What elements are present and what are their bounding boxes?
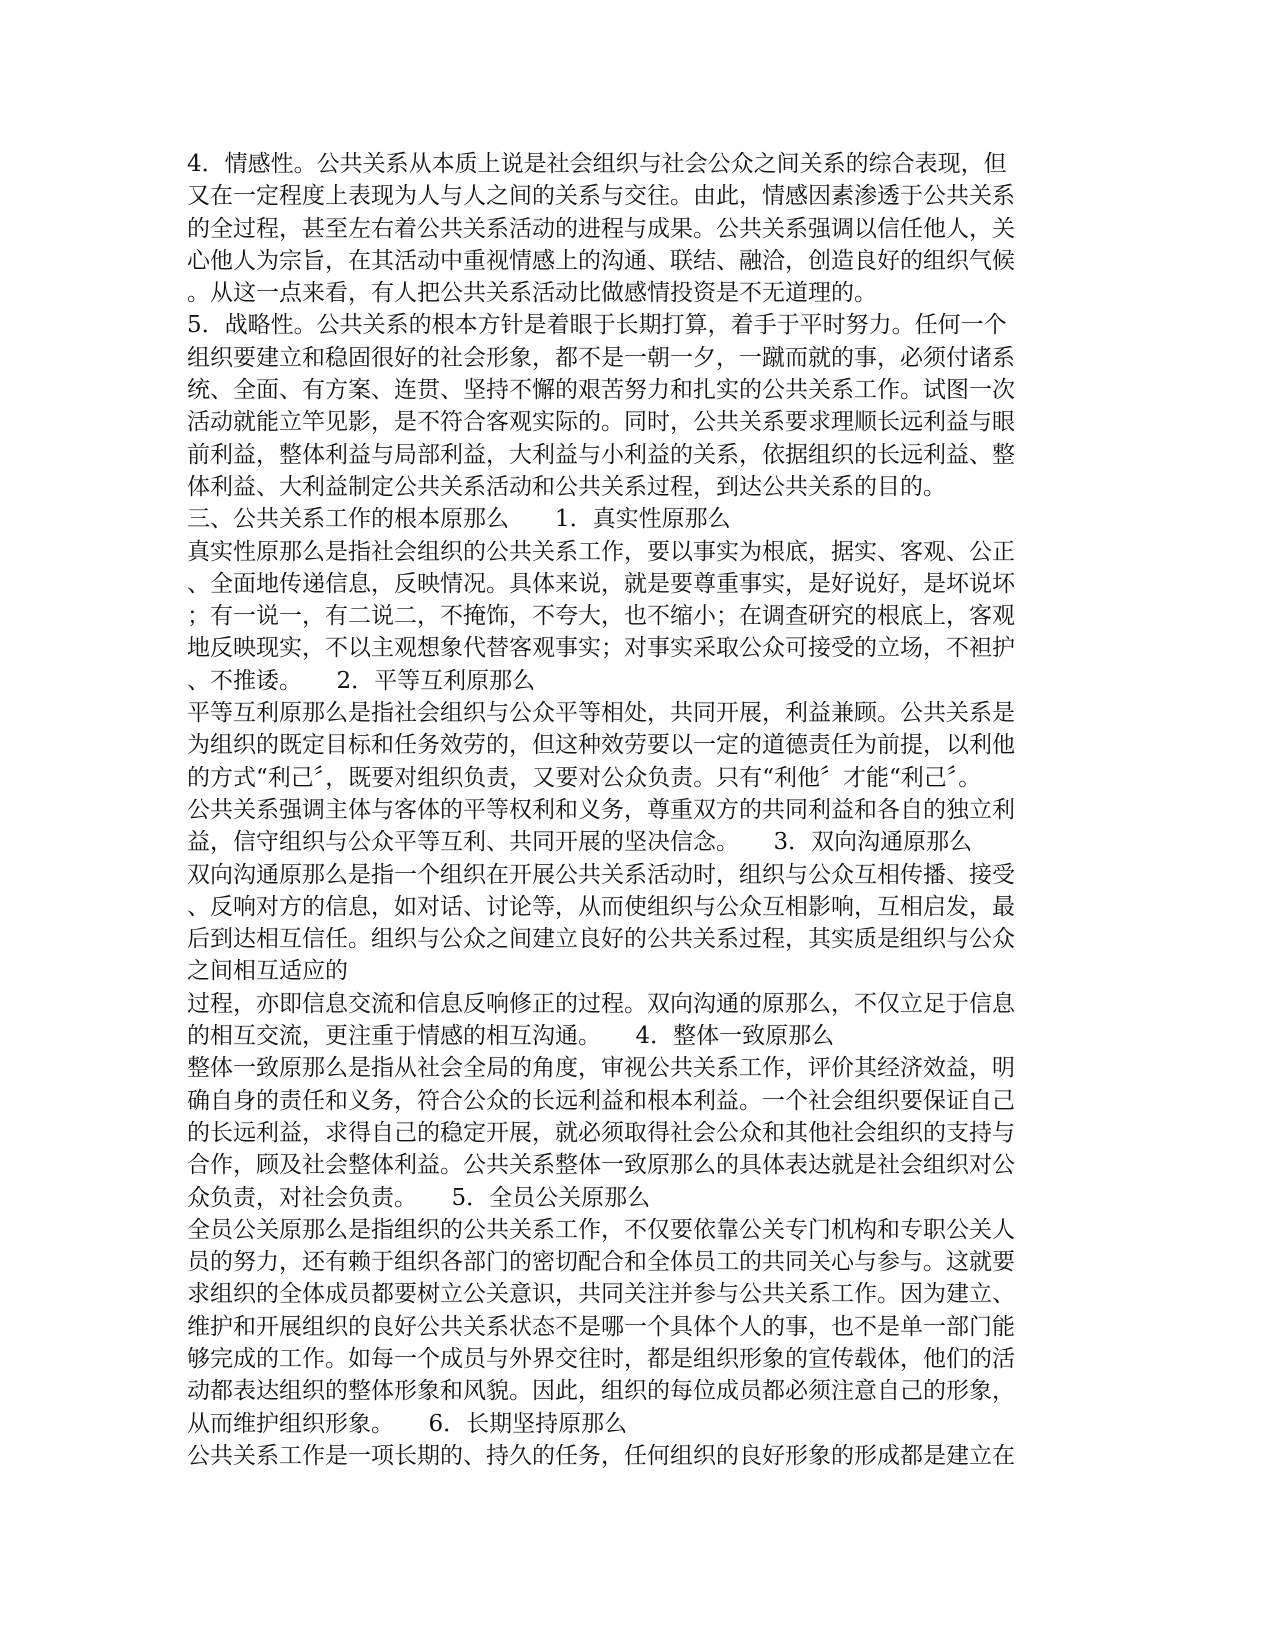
text-line: 统、全面、有方案、连贯、坚持不懈的艰苦努力和扎实的公共关系工作。试图一次 bbox=[187, 377, 1015, 404]
text-line: 体利益、大利益制定公共关系活动和公共关系过程，到达公共关系的目的。 bbox=[187, 473, 946, 500]
text-line: 合作，顾及社会整体利益。公共关系整体一致原那么的具体表达就是社会组织对公 bbox=[187, 1152, 1015, 1179]
text-line: 真实性原那么是指社会组织的公共关系工作，要以事实为根底，据实、客观、公正 bbox=[187, 538, 1015, 565]
text-line: 从而维护组织形象。 6．长期坚持原那么 bbox=[187, 1410, 628, 1437]
text-line: 、反响对方的信息，如对话、讨论等，从而使组织与公众互相影响，互相启发，最 bbox=[187, 893, 1015, 920]
text-line: 员的努力，还有赖于组织各部门的密切配合和全体员工的共同关心与参与。这就要 bbox=[187, 1249, 1015, 1276]
text-line: 够完成的工作。如每一个成员与外界交往时，都是组织形象的宣传载体，他们的活 bbox=[187, 1345, 1015, 1372]
text-line: 整体一致原那么是指从社会全局的角度，审视公共关系工作，评价其经济效益，明 bbox=[187, 1055, 1015, 1082]
text-line: 地反映现实，不以主观想象代替客观事实；对事实采取公众可接受的立场，不袒护 bbox=[187, 635, 1015, 662]
text-line: 平等互利原那么是指社会组织与公众平等相处，共同开展，利益兼顾。公共关系是 bbox=[187, 700, 1015, 727]
text-line: 组织要建立和稳固很好的社会形象，都不是一朝一夕，一蹴而就的事，必须付诸系 bbox=[187, 344, 1015, 371]
text-line: 过程，亦即信息交流和信息反响修正的过程。双向沟通的原那么，不仅立足于信息 bbox=[187, 990, 1015, 1017]
body-text bbox=[187, 148, 1092, 1472]
text-line: 的方式“利己〞，既要对组织负责，又要对公众负责。只有“利他〞才能“利己〞。 bbox=[187, 764, 982, 791]
text-line: 维护和开展组织的良好公共关系状态不是哪一个具体个人的事，也不是单一部门能 bbox=[187, 1313, 1015, 1340]
section-heading-line: 三、公共关系工作的根本原那么 1．真实性原那么 bbox=[187, 506, 731, 533]
text-line: 公共关系强调主体与客体的平等权利和义务，尊重双方的共同利益和各自的独立利 bbox=[187, 796, 1015, 823]
text-line: ；有一说一，有二说二，不掩饰，不夸大，也不缩小；在调查研究的根底上，客观 bbox=[187, 603, 1015, 630]
text-line: 5．战略性。公共关系的根本方针是着眼于长期打算，着手于平时努力。任何一个 bbox=[187, 312, 1007, 339]
text-line: 的全过程，甚至左右着公共关系活动的进程与成果。公共关系强调以信任他人，关 bbox=[187, 215, 1015, 242]
text-line: 益，信守组织与公众平等互利、共同开展的坚决信念。 3．双向沟通原那么 bbox=[187, 829, 973, 856]
text-line: 活动就能立竿见影，是不符合客观实际的。同时，公共关系要求理顺长远利益与眼 bbox=[187, 409, 1015, 436]
text-line: 确自身的责任和义务，符合公众的长远利益和根本利益。一个社会组织要保证自己 bbox=[187, 1087, 1015, 1114]
text-line: 求组织的全体成员都要树立公关意识，共同关注并参与公共关系工作。因为建立、 bbox=[187, 1281, 1015, 1308]
text-line: 双向沟通原那么是指一个组织在开展公共关系活动时，组织与公众互相传播、接受 bbox=[187, 861, 1015, 888]
text-line: 公共关系工作是一项长期的、持久的任务，任何组织的良好形象的形成都是建立在 bbox=[187, 1442, 1015, 1469]
text-line: 动都表达组织的整体形象和风貌。因此，组织的每位成员都必须注意自己的形象， bbox=[187, 1378, 1015, 1405]
text-line: 后到达相互信任。组织与公众之间建立良好的公共关系过程，其实质是组织与公众 bbox=[187, 926, 1015, 953]
text-line: 、全面地传递信息，反映情况。具体来说，就是要尊重事实，是好说好，是坏说坏 bbox=[187, 570, 1015, 597]
text-line: 全员公关原那么是指组织的公共关系工作，不仅要依靠公关专门机构和专职公关人 bbox=[187, 1216, 1015, 1243]
text-line: 的相互交流，更注重于情感的相互沟通。 4．整体一致原那么 bbox=[187, 1023, 835, 1050]
text-line: 、不推诿。 2．平等互利原那么 bbox=[187, 667, 536, 694]
text-line: 心他人为宗旨，在其活动中重视情感上的沟通、联结、融洽，创造良好的组织气候 bbox=[187, 247, 1015, 274]
text-line: 众负责，对社会负责。 5．全员公关原那么 bbox=[187, 1184, 651, 1211]
text-line: 4．情感性。公共关系从本质上说是社会组织与社会公众之间关系的综合表现，但 bbox=[187, 151, 1007, 177]
text-line: 为组织的既定目标和任务效劳的，但这种效劳要以一定的道德责任为前提，以利他 bbox=[187, 732, 1015, 759]
text-line: 又在一定程度上表现为人与人之间的关系与交往。由此，情感因素渗透于公共关系 bbox=[187, 183, 1015, 210]
text-line: 。从这一点来看，有人把公共关系活动比做感情投资是不无道理的。 bbox=[187, 280, 877, 307]
text-line: 之间相互适应的 bbox=[187, 958, 348, 985]
text-line: 的长远利益，求得自己的稳定开展，就必须取得社会公众和其他社会组织的支持与 bbox=[187, 1119, 1015, 1146]
text-line: 前利益，整体利益与局部利益，大利益与小利益的关系，依据组织的长远利益、整 bbox=[187, 441, 1015, 468]
